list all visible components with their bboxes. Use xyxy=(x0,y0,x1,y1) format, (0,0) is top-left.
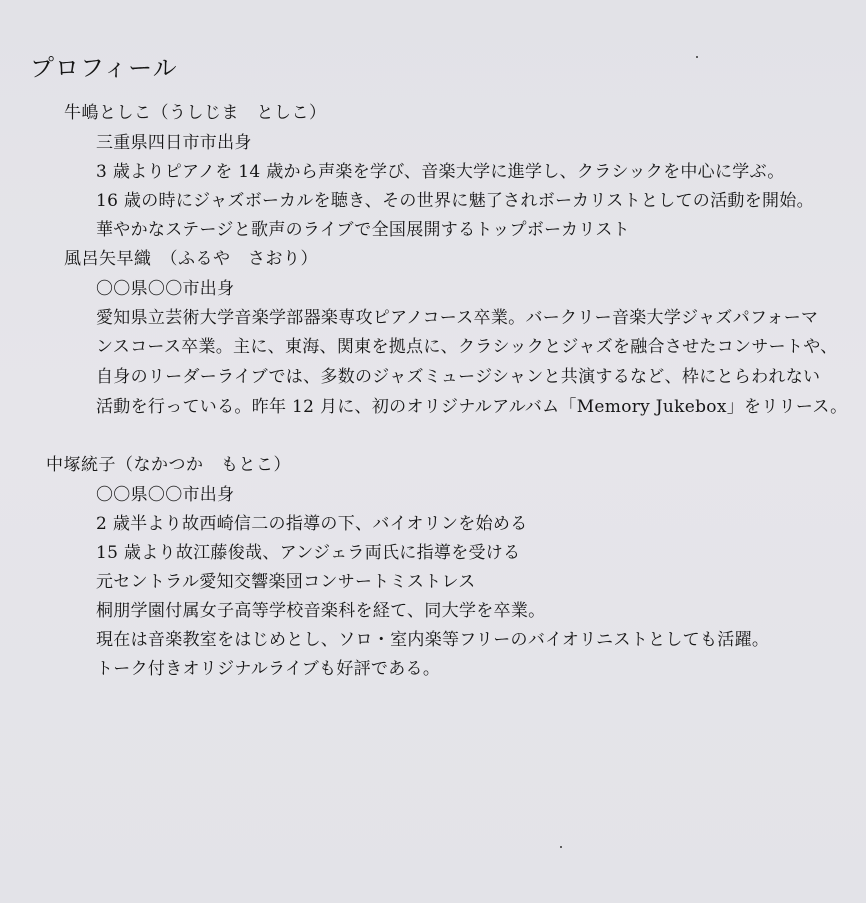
profile-line: 三重県四日市市出身 xyxy=(96,133,252,153)
profile-line: 〇〇県〇〇市出身 xyxy=(96,485,235,505)
profile-line: 現在は音楽教室をはじめとし、ソロ・室内楽等フリーのバイオリニストとしても活躍。 xyxy=(96,630,770,650)
profile-line: 3 歳よりピアノを 14 歳から声楽を学び、音楽大学に進学し、クラシックを中心に学ぶ。 xyxy=(96,162,785,182)
page-title: プロフィール xyxy=(30,54,178,82)
profile-line: トーク付きオリジナルライブも好評である。 xyxy=(96,659,441,679)
profile-line: 愛知県立芸術大学音楽学部器楽専攻ピアノコース卒業。バークリー音楽大学ジャズパフォーマ xyxy=(96,308,819,328)
profile-line: 16 歳の時にジャズボーカルを聴き、その世界に魅了されボーカリストとしての活動を開始。 xyxy=(96,191,814,211)
profile-line: 華やかなステージと歌声のライブで全国展開するトップボーカリスト xyxy=(96,220,630,240)
profile-name: 風呂矢早織 （ふるや さおり） xyxy=(64,249,318,269)
profile-name: 牛嶋としこ（うしじま としこ） xyxy=(64,103,327,123)
profile-line: 15 歳より故江藤俊哉、アンジェラ両氏に指導を受ける xyxy=(96,543,521,563)
profile-line: 2 歳半より故西崎信二の指導の下、バイオリンを始める xyxy=(96,514,528,534)
profile-line: 活動を行っている。昨年 12 月に、初のオリジナルアルバム「Memory Jukebox」をリリース。 xyxy=(96,397,848,417)
profile-line: 桐朋学園付属女子高等学校音楽科を経て、同大学を卒業。 xyxy=(96,601,546,621)
profile-line: 〇〇県〇〇市出身 xyxy=(96,279,235,299)
profile-line: 元セントラル愛知交響楽団コンサートミストレス xyxy=(96,572,476,592)
profile-line: ンスコース卒業。主に、東海、関東を拠点に、クラシックとジャズを融合させたコンサートや、 xyxy=(96,337,838,357)
scan-speck xyxy=(696,56,698,58)
profile-name: 中塚統子（なかつか もとこ） xyxy=(46,455,291,475)
profile-line: 自身のリーダーライブでは、多数のジャズミュージシャンと共演するなど、枠にとらわれない xyxy=(96,367,821,387)
scan-speck xyxy=(560,846,562,848)
